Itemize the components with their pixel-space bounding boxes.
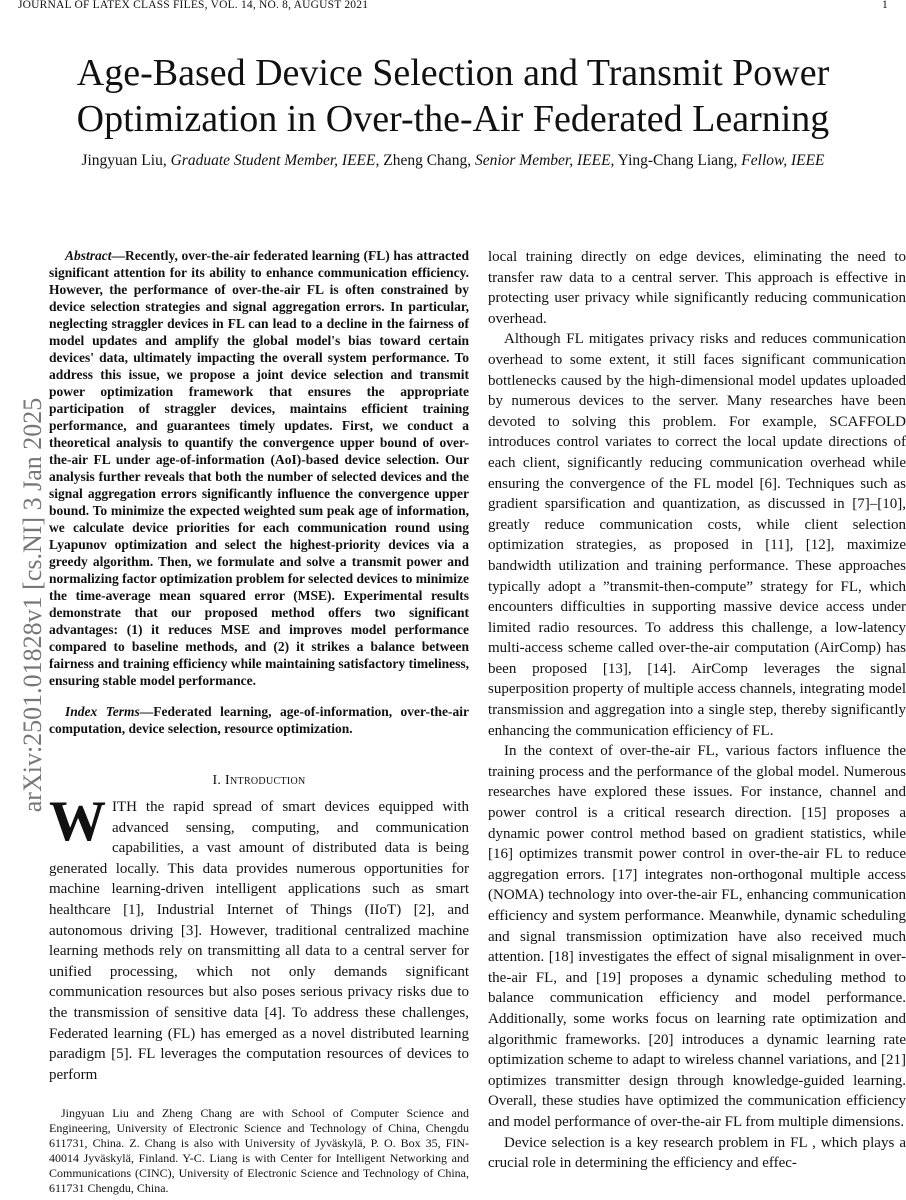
author-3: Ying-Chang Liang,: [617, 152, 738, 169]
footnote-rule: [49, 1099, 129, 1100]
author-1: Jingyuan Liu,: [81, 152, 167, 169]
index-terms-text: —Federated learning, age-of-information, over-the-air computation, device selection, resource optimization.: [49, 704, 469, 736]
abstract: [49, 247, 469, 689]
journal-header: JOURNAL OF LATEX CLASS FILES, VOL. 14, NO. 8, AUGUST 2021: [18, 0, 369, 11]
arxiv-stamp: [14, 340, 47, 870]
section-number: I.: [212, 773, 222, 788]
intro-p1-text: ITH the rapid spread of smart devices equipped with advanced sensing, computing, and communication capabilities, a vast amount of distributed data is being generated locally. This data provides numerous opportunities for machine learning-driven intelligent applications such as smart healthcare [1], Industrial Internet of Things (IIoT) [2], and autonomous driving [3]. However, traditional centralized machine learning methods rely on transmitting all data to a central server for unified processing, which not only demands significant communication resources but also poses serious privacy risks due to the transmission of sensitive data [4]. To address these challenges, Federated learning (FL) has emerged as a novel distributed learning paradigm [5]. FL leverages the computation resources of devices to perform: [49, 799, 469, 1083]
intro-p1-continued: local training directly on edge devices, eliminating the need to transfer raw data to a central server. This approach is effective in protecting user privacy while significantly reducing communication overhead.: [488, 249, 906, 327]
author-2-role: Senior Member, IEEE,: [474, 152, 615, 169]
arxiv-id: arXiv:2501.01828v1 [cs.NI] 3 Jan 2025: [18, 397, 47, 813]
page-number: 1: [882, 0, 888, 11]
index-terms: [49, 703, 469, 737]
author-3-role: Fellow, IEEE: [741, 152, 825, 169]
author-2: Zheng Chang,: [383, 152, 472, 169]
index-terms-label: Index Terms: [65, 704, 140, 719]
abstract-label: Abstract: [65, 248, 112, 263]
intro-paragraph-2: Although FL mitigates privacy risks and reduces communication overhead to some extent, it still faces significant communication bottlenecks caused by the high-dimensional model updates uploaded by numerous devices to the server. Many researches have been devoted to solving this problem. For example, SCAFFOLD introduces control variates to correct the local update directions of each client, significantly reducing communication overhead while ensuring the convergence of the FL model [6]. Techniques such as gradient sparsification and quantization, as discussed in [7]–[10], greatly reduce communication costs, while client selection optimization strategies, as proposed in [11], [12], maximize bandwidth utilization and training performance. These approaches typically adopt a ”transmit-then-compute” strategy for FL, which encounters difficulties in supporting massive device access under limited radio resources. To address this challenge, a low-latency multi-access scheme called over-the-air computation (AirComp) has been proposed [13], [14]. AirComp leverages the signal superposition property of multiple access channels, integrating model transmission and aggregation into a single step, thereby significantly enhancing the communication efficiency of FL.: [488, 331, 906, 739]
paper-title: Age-Based Device Selection and Transmit Power Optimization in Over-the-Air Federated Learning: [76, 52, 830, 140]
left-column: [49, 247, 469, 1085]
intro-paragraph-4: Device selection is a key research problem in FL , which plays a crucial role in determining the efficiency and effec-: [488, 1134, 906, 1172]
intro-paragraph-3: In the context of over-the-air FL, various factors influence the training process and the performance of the global model. Numerous researches have explored these issues. For instance, channel and power control is a critical research direction. [15] proposes a dynamic power control method based on gradient statistics, while [16] optimizes transmit power control in over-the-air FL to reduce aggregation errors. [17] integrates non-orthogonal multiple access (NOMA) technology into over-the-air FL, enhancing communication efficiency and system performance. Meanwhile, dynamic scheduling and signal transmission optimization have also received much attention. [18] investigates the effect of signal misalignment in over-the-air FL, and [19] proposes a dynamic scheduling method to balance communication efficiency and model performance. Additionally, some works focus on learning rate optimization and algorithmic frameworks. [20] introduces a dynamic learning rate optimization scheme to adapt to wireless channel variations, and [21] optimizes transmitter design through knowledge-guided learning. Overall, these studies have optimized the communication efficiency and model performance of over-the-air FL from multiple dimensions.: [488, 743, 906, 1130]
intro-paragraph-1: [49, 790, 469, 1085]
author-1-role: Graduate Student Member, IEEE,: [170, 152, 380, 169]
drop-cap: W: [49, 790, 106, 853]
section-heading: [49, 773, 469, 789]
right-column: [488, 247, 906, 1174]
running-header: [18, 0, 888, 14]
affiliation-footnote: Jingyuan Liu and Zheng Chang are with School of Computer Science and Engineering, University of Electronic Science and Technology of China, Chengdu 611731, China. Z. Chang is also with University of Jyväskylä, P. O. Box 35, FIN-40014 Jyväskylä, Finland. Y-C. Liang is with Center for Intelligent Networking and Communications (CINC), University of Electronic Science and Technology of China, 611731 Chengdu, China.: [49, 1106, 469, 1195]
section-title: Introduction: [225, 773, 306, 788]
author-line: [46, 150, 860, 171]
abstract-text: —Recently, over-the-air federated learning (FL) has attracted significant attention for its ability to enhance communication efficiency. However, the performance of over-the-air FL is often constrained by device selection strategies and signal aggregation errors. In particular, neglecting straggler devices in FL can lead to a decline in the fairness of model updates and amplify the global model's bias toward certain devices' data, ultimately impacting the overall system performance. To address this issue, we propose a joint device selection and transmit power optimization framework that ensures the appropriate participation of straggler devices, maintains efficient training performance, and guarantees timely updates. First, we conduct a theoretical analysis to quantify the convergence upper bound of over-the-air FL under age-of-information (AoI)-based device selection. Our analysis further reveals that both the number of selected devices and the signal aggregation errors significantly influence the convergence upper bound. To minimize the expected weighted sum peak age of information, we calculate device priorities for each communication round using Lyapunov optimization and select the highest-priority devices via a greedy algorithm. Then, we formulate and solve a transmit power and normalizing factor optimization problem for selected devices to minimize the time-average mean squared error (MSE). Experimental results demonstrate that our proposed method offers two significant advantages: (1) it reduces MSE and improves model performance compared to baseline methods, and (2) it strikes a balance between fairness and training efficiency while maintaining satisfactory timeliness, ensuring stable model performance.: [49, 248, 469, 688]
